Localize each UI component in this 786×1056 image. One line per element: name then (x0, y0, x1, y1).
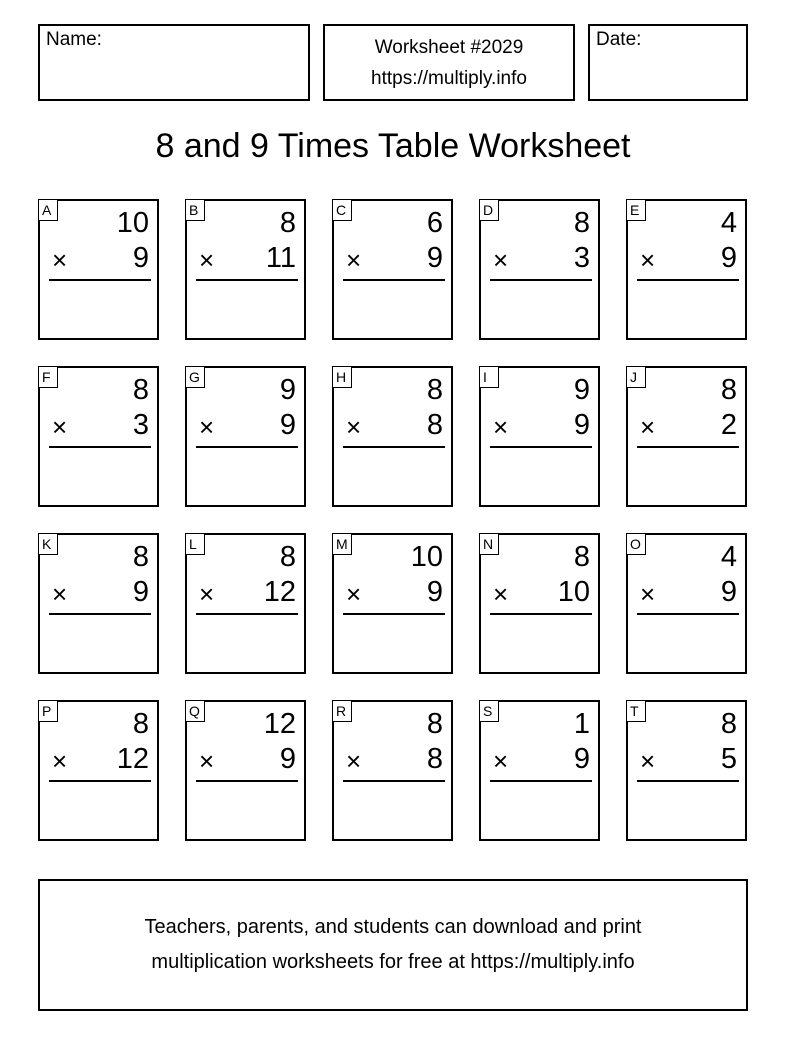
multiplicand: 8 (720, 708, 737, 740)
multiplier: 9 (279, 409, 296, 441)
multiplier: 5 (720, 743, 737, 775)
multiplier: 3 (573, 242, 590, 274)
problem-card (38, 533, 159, 674)
answer-line (196, 279, 298, 281)
footer-line-2: multiplication worksheets for free at https://multiply.info (151, 951, 635, 973)
problem-card (479, 366, 600, 507)
multiplier: 11 (265, 242, 296, 274)
problem-letter: O (626, 533, 646, 555)
multiplier: 12 (116, 743, 149, 775)
problem-card (185, 199, 306, 340)
problem-card (626, 533, 747, 674)
problem-card (626, 700, 747, 841)
multiplier: 9 (720, 576, 737, 608)
problem-letter: F (38, 366, 58, 388)
multiplier: 3 (132, 409, 149, 441)
problem-card (332, 533, 453, 674)
multiplier: 9 (426, 576, 443, 608)
answer-line (49, 780, 151, 782)
multiplicand: 12 (263, 708, 296, 740)
times-sign: × (640, 245, 656, 275)
worksheet-number: Worksheet #2029 (374, 37, 524, 58)
multiplicand: 9 (279, 374, 296, 406)
multiplier: 9 (279, 743, 296, 775)
answer-line (49, 279, 151, 281)
name-label: Name: (46, 29, 102, 50)
problem-card (38, 700, 159, 841)
times-sign: × (346, 746, 362, 776)
answer-line (343, 279, 445, 281)
problem-card (185, 700, 306, 841)
page-title: 8 and 9 Times Table Worksheet (155, 127, 631, 165)
problem-letter: M (332, 533, 352, 555)
times-sign: × (199, 245, 215, 275)
multiplier: 8 (426, 409, 443, 441)
problem-card (479, 533, 600, 674)
problem-letter: C (332, 199, 352, 221)
problem-letter: D (479, 199, 499, 221)
times-sign: × (493, 245, 509, 275)
times-sign: × (346, 245, 362, 275)
answer-line (196, 780, 298, 782)
multiplier: 9 (132, 576, 149, 608)
times-sign: × (346, 579, 362, 609)
worksheet-website: https://multiply.info (371, 68, 527, 89)
multiplicand: 10 (116, 207, 149, 239)
answer-line (637, 446, 739, 448)
problem-card (38, 199, 159, 340)
problem-letter: G (185, 366, 205, 388)
problem-letter: Q (185, 700, 205, 722)
date-label: Date: (596, 29, 642, 50)
problem-letter: A (38, 199, 58, 221)
problem-letter: R (332, 700, 352, 722)
problem-card (38, 366, 159, 507)
times-sign: × (640, 579, 656, 609)
multiplicand: 8 (573, 207, 590, 239)
footer-box (38, 879, 748, 1011)
answer-line (637, 613, 739, 615)
problem-letter: I (479, 366, 499, 388)
problem-card (626, 366, 747, 507)
times-sign: × (52, 579, 68, 609)
multiplier: 9 (132, 242, 149, 274)
multiplicand: 9 (573, 374, 590, 406)
problem-card (479, 199, 600, 340)
answer-line (490, 279, 592, 281)
times-sign: × (346, 412, 362, 442)
multiplicand: 1 (573, 708, 590, 740)
multiplier: 9 (720, 242, 737, 274)
multiplier: 12 (263, 576, 296, 608)
answer-line (490, 613, 592, 615)
multiplier: 10 (557, 576, 590, 608)
times-sign: × (52, 746, 68, 776)
times-sign: × (52, 245, 68, 275)
times-sign: × (493, 746, 509, 776)
problem-letter: K (38, 533, 58, 555)
answer-line (490, 780, 592, 782)
times-sign: × (640, 412, 656, 442)
answer-line (637, 780, 739, 782)
problem-card (479, 700, 600, 841)
times-sign: × (493, 412, 509, 442)
multiplicand: 4 (720, 541, 737, 573)
problem-card (185, 366, 306, 507)
problem-letter: P (38, 700, 58, 722)
multiplicand: 8 (720, 374, 737, 406)
answer-line (49, 613, 151, 615)
answer-line (49, 446, 151, 448)
times-sign: × (52, 412, 68, 442)
multiplicand: 8 (426, 374, 443, 406)
problem-card (626, 199, 747, 340)
multiplicand: 8 (426, 708, 443, 740)
problem-card (332, 700, 453, 841)
problem-card (332, 366, 453, 507)
times-sign: × (199, 579, 215, 609)
multiplier: 2 (720, 409, 737, 441)
multiplicand: 8 (279, 207, 296, 239)
problem-letter: J (626, 366, 646, 388)
multiplicand: 8 (573, 541, 590, 573)
problem-letter: T (626, 700, 646, 722)
answer-line (490, 446, 592, 448)
problem-letter: E (626, 199, 646, 221)
multiplicand: 4 (720, 207, 737, 239)
problem-card (185, 533, 306, 674)
multiplier: 8 (426, 743, 443, 775)
multiplicand: 6 (426, 207, 443, 239)
multiplicand: 8 (279, 541, 296, 573)
multiplicand: 8 (132, 541, 149, 573)
answer-line (343, 780, 445, 782)
times-sign: × (640, 746, 656, 776)
multiplier: 9 (426, 242, 443, 274)
problem-letter: S (479, 700, 499, 722)
times-sign: × (199, 412, 215, 442)
multiplicand: 10 (410, 541, 443, 573)
problem-letter: N (479, 533, 499, 555)
answer-line (343, 446, 445, 448)
footer-line-1: Teachers, parents, and students can download and print (144, 916, 642, 938)
multiplier: 9 (573, 743, 590, 775)
multiplicand: 8 (132, 374, 149, 406)
problem-letter: L (185, 533, 205, 555)
answer-line (196, 613, 298, 615)
multiplier: 9 (573, 409, 590, 441)
problem-letter: B (185, 199, 205, 221)
problem-card (332, 199, 453, 340)
problem-letter: H (332, 366, 352, 388)
answer-line (196, 446, 298, 448)
times-sign: × (199, 746, 215, 776)
times-sign: × (493, 579, 509, 609)
answer-line (637, 279, 739, 281)
multiplicand: 8 (132, 708, 149, 740)
answer-line (343, 613, 445, 615)
